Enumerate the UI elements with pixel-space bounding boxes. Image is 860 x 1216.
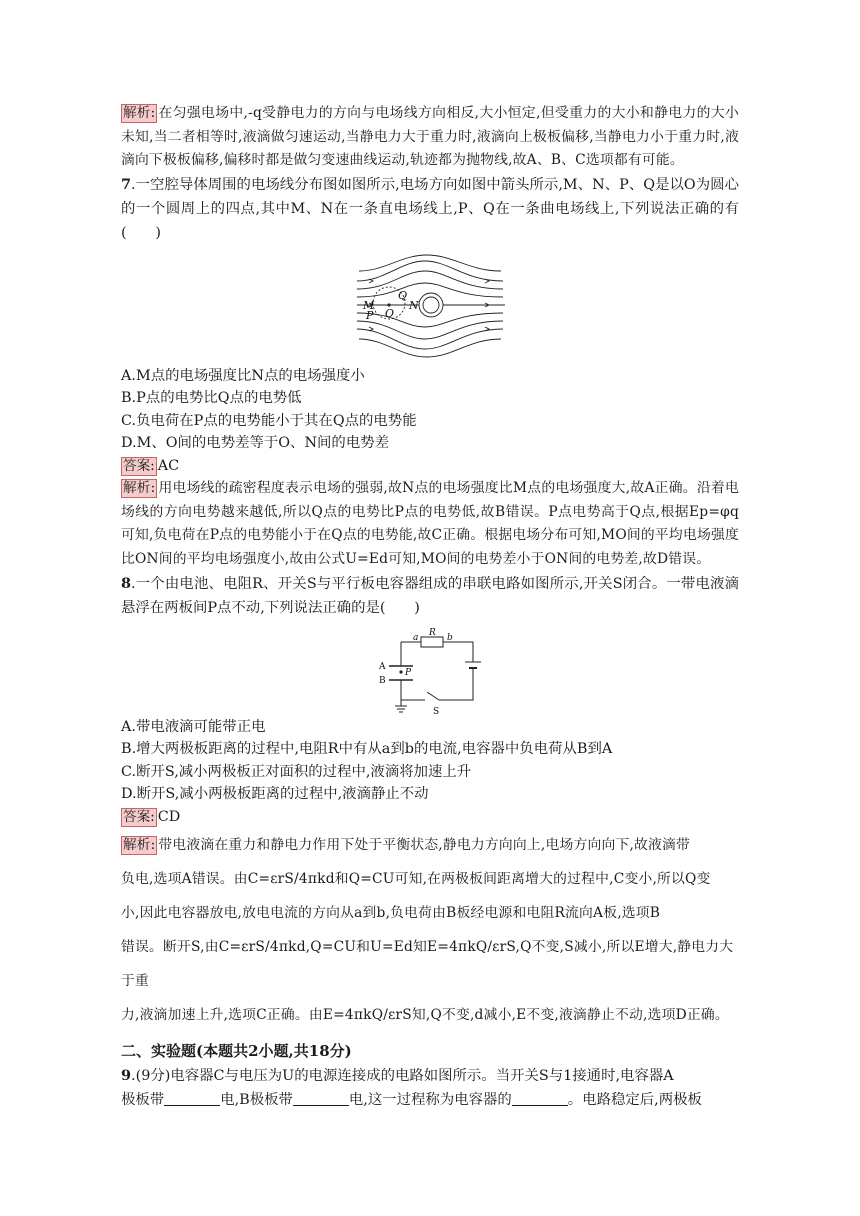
fill-blank[interactable] [512,1091,568,1106]
q7-label-M: M [363,298,375,312]
q8-option-c: C.断开S,减小两极板正对面积的过程中,液滴将加速上升 [121,763,472,780]
q8-label-R: R [429,627,436,638]
answer-tag: 答案: [123,457,155,474]
q7-label-N: N [409,298,419,312]
q8-option-b: B.增大两极板距离的过程中,电阻R中有从a到b的电流,电容器中负电荷从B到A [121,741,613,758]
q8-label-A: A [379,661,386,672]
q8-label-P: P [405,667,412,678]
q7-stem-text: .一空腔导体周围的电场线分布图如图所示,电场方向如图中箭头所示,M、N、P、Q是以O为圆心的一个圆周上的四点,其中M、N在一条直电场线上,P、Q在一条曲电场线上,下列说法正确的有( ) [121,176,739,241]
q7-label-Q: Q [398,288,408,302]
fill-blank[interactable] [293,1091,349,1106]
q8-solution-line: 小,因此电容器放电,放电电流的方向从a到b,负电荷由B板经电源和电阻R流向A板,选项B [121,905,661,922]
q8-option-d: D.断开S,减小两极板距离的过程中,液滴静止不动 [121,786,429,803]
q8-number: 8 [121,574,132,592]
q8-circuit-figure [375,626,485,716]
q8-solution-line: 错误。断开S,由C=εrS/4πkd,Q=CU和U=Ed知E=4πkQ/εrS,Q不变,S减小,所以E增大,静电力大于重 [121,939,734,990]
document-page [121,102,739,1112]
q7-option-c: C.负电荷在P点的电势能小于其在Q点的电势能 [121,412,417,429]
q8-option-a: A.带电液滴可能带正电 [121,718,266,735]
q7-stem [121,173,739,245]
q7-answer [121,455,739,478]
q7-option-a: A.M点的电场强度比N点的电场强度小 [121,367,365,384]
q7-solution-text: 用电场线的疏密程度表示电场的强弱,故N点的电场强度比M点的电场强度大,故A正确。沿着电场线的方向电势越来越低,所以Q点的电势比P点的电势低,故B错误。P点电势高于Q点,根据Ep=φq可知,负电荷在P点的电势能小于在Q点的电势能,故C正确。根据电场分布可知,MO间的平均电场强度比ON间的平均电场强度小,故由公式U=Ed可知,MO间的电势差小于ON间的电势差,故D错误。 [121,480,739,568]
q8-label-B: B [379,675,386,686]
section-title: 二、实验题(本题共2小题,共18分) [121,1042,352,1061]
q7-label-O: O [385,306,395,320]
q7-option-b: B.P点的电势比Q点的电势低 [121,390,302,407]
q9-number: 9 [121,1067,132,1085]
q9-stem-cont: 极板带 电,B极板带 电,这一过程称为电容器的 。电路稳定后,两极板 [121,1092,702,1109]
q9-stem: 9.(9分)电容器C与电压为U的电源连接成的电路如图所示。当开关S与1接通时,电容器A [121,1067,674,1085]
fill-blank[interactable] [164,1091,220,1106]
q7-label-P: P [366,308,374,322]
q7-answer-value: AC [157,457,180,474]
q8-label-S: S [433,706,440,716]
q8-solution-line: 力,液滴加速上升,选项C正确。由E=4πkQ/εrS知,Q不变,d减小,E不变,液滴静止不动,选项D正确。 [121,1007,729,1024]
q8-solution [121,828,739,1032]
q8-label-a: a [413,632,419,643]
q8-solution-line: 解析: 带电液滴在重力和静电力作用下处于平衡状态,静电力方向向上,电场方向向下,故液滴带 [123,837,691,854]
solution-tag: 解析: [123,105,156,121]
q8-stem-text: .一个由电池、电阻R、开关S与平行板电容器组成的串联电路如图所示,开关S闭合。一带电液滴悬浮在两板间P点不动,下列说法正确的是( ) [121,575,739,616]
answer-tag: 答案: [123,808,155,825]
q8-solution-line: 负电,选项A错误。由C=εrS/4πkd和Q=CU可知,在两极板间距离增大的过程中,C变小,所以Q变 [121,871,711,888]
q8-answer-value: CD [157,808,181,825]
solution-tag: 解析: [123,480,156,497]
q7-option-d: D.M、O间的电势差等于O、N间的电势差 [121,435,389,452]
q6-solution-text: 在匀强电场中,-q受静电力的方向与电场线方向相反,大小恒定,但受重力的大小和静电力的大小未知,当二者相等时,液滴做匀速运动,当静电力大于重力时,液滴向上极板偏移,当静电力小于重力时,液滴向下极板偏移,偏移时都是做匀变速曲线运动,轨迹都为抛物线,故A、B、C选项都有可能。 [121,105,739,169]
solution-tag: 解析: [123,837,156,854]
q7-solution [121,477,739,571]
q8-stem [121,572,739,620]
q8-answer [121,806,739,829]
q7-number: 7 [121,175,132,193]
q7-field-line-figure [355,253,505,361]
q6-solution [121,102,739,173]
q8-label-b: b [447,632,453,643]
